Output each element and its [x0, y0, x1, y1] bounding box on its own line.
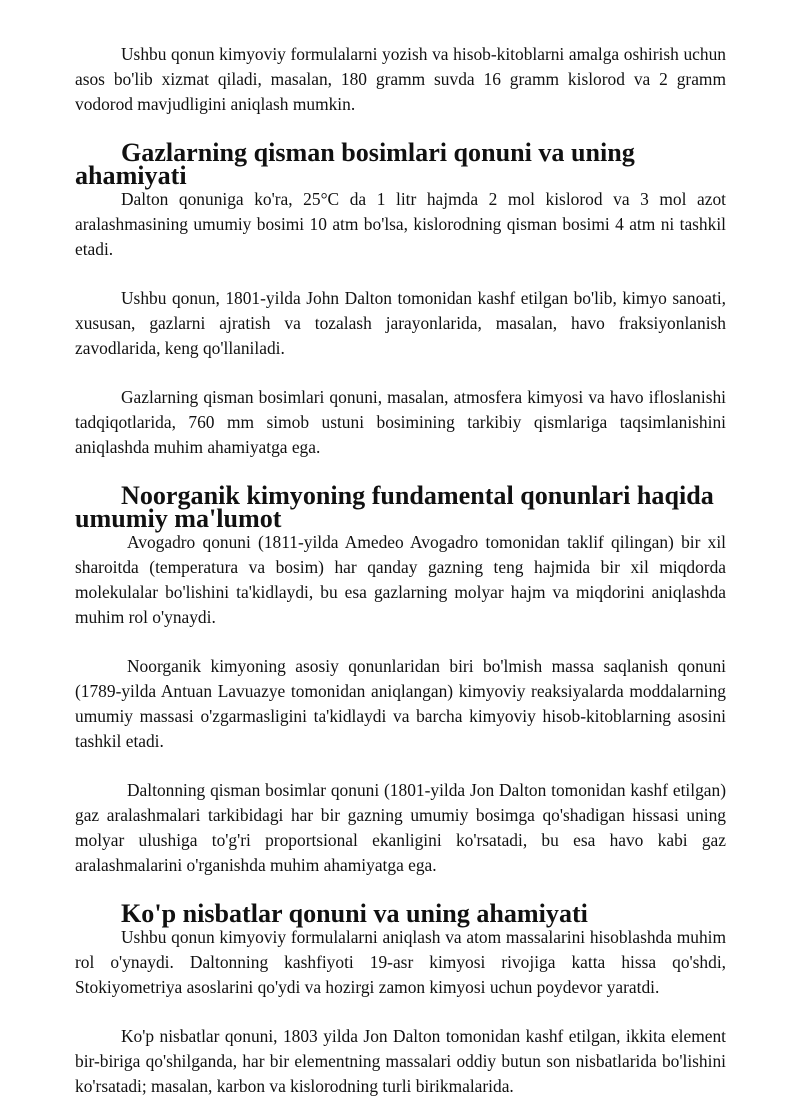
paragraph-mass-conservation: Noorganik kimyoning asosiy qonunlaridan biri bo'lmish massa saqlanish qonuni (1789-yilda Antuan Lavuazye tomonidan aniqlangan) kimyoviy reaksiyalarda moddalarning umumiy massasi o'zgarmasligini ta'kidlaydi va barcha kimyoviy hisob-kitoblarning asosini tashkil etadi.	[75, 656, 726, 751]
paragraph-dalton-example: Dalton qonuniga ko'ra, 25°C da 1 litr hajmda 2 mol kislorod va 3 mol azot aralashmasining umumiy bosimi 10 atm bo'lsa, kislorodning qisman bosimi 4 atm ni tashkil etadi.	[75, 189, 726, 259]
document-page	[75, 42, 726, 1099]
paragraph-spacer	[75, 754, 726, 778]
section-heading-multiple-proportions: Ko'p nisbatlar qonuni va uning ahamiyati	[121, 899, 588, 928]
section-heading-inorganic-laws: Noorganik kimyoning fundamental qonunlari haqida umumiy ma'lumot	[75, 481, 714, 533]
paragraph-multiple-proportions-1803: Ko'p nisbatlar qonuni, 1803 yilda Jon Dalton tomonidan kashf etilgan, ikkita element bir-biriga qo'shilganda, har bir elementning massalari oddiy butun son nisbatlarida bo'lishini ko'rsatadi; masalan, karbon va kislorodning turli birikmalarida.	[75, 1026, 726, 1096]
paragraph-dalton-partial-law: Daltonning qisman bosimlar qonuni (1801-yilda Jon Dalton tomonidan kashf etilgan) gaz aralashmalari tarkibidagi har bir gazning umumiy bosimga qo'shadigan hissasi uning molyar ulushiga to'g'ri proportsional ekanligini ko'rsatadi, bu esa havo kabi gaz aralashmalarini o'rganishda muhim ahamiyatga ega.	[75, 780, 726, 875]
paragraph-spacer	[75, 361, 726, 385]
paragraph-dalton-1801: Ushbu qonun, 1801-yilda John Dalton tomonidan kashf etilgan bo'lib, kimyo sanoati, xususan, gazlarni ajratish va tozalash jarayonlarida, masalan, havo fraksiyonlanish zavodlarida, keng qo'llaniladi.	[75, 288, 726, 358]
paragraph-spacer	[75, 1000, 726, 1024]
paragraph-formulas-atomic-mass: Ushbu qonun kimyoviy formulalarni aniqlash va atom massalarini hisoblashda muhim rol o'ynaydi. Daltonning kashfiyoti 19-asr kimyosi rivojiga katta hissa qo'shdi, Stokiyometriya asoslarini qo'ydi va hozirgi zamon kimyosi uchun poydevor yaratdi.	[75, 927, 726, 997]
paragraph-spacer	[75, 262, 726, 286]
section-heading-partial-pressures: Gazlarning qisman bosimlari qonuni va uning ahamiyati	[75, 138, 635, 190]
paragraph-formula-basis: Ushbu qonun kimyoviy formulalarni yozish va hisob-kitoblarni amalga oshirish uchun asos bo'lib xizmat qiladi, masalan, 180 gramm suvda 16 gramm kislorod va 2 gramm vodorod mavjudligini aniqlash mumkin.	[75, 44, 726, 114]
paragraph-avogadro: Avogadro qonuni (1811-yilda Amedeo Avogadro tomonidan taklif qilingan) bir xil sharoitda (temperatura va bosim) har qanday gazning teng hajmida bir xil miqdorda molekulalar bo'lishini ta'kidlaydi, bu esa gazlarning molyar hajm va miqdorini aniqlashda muhim rol o'ynaydi.	[75, 532, 726, 627]
paragraph-atmosphere: Gazlarning qisman bosimlari qonuni, masalan, atmosfera kimyosi va havo ifloslanishi tadqiqotlarida, 760 mm simob ustuni bosimining tarkibiy qismlariga taqsimlanishini aniqlashda muhim ahamiyatga ega.	[75, 387, 726, 457]
paragraph-spacer	[75, 630, 726, 654]
